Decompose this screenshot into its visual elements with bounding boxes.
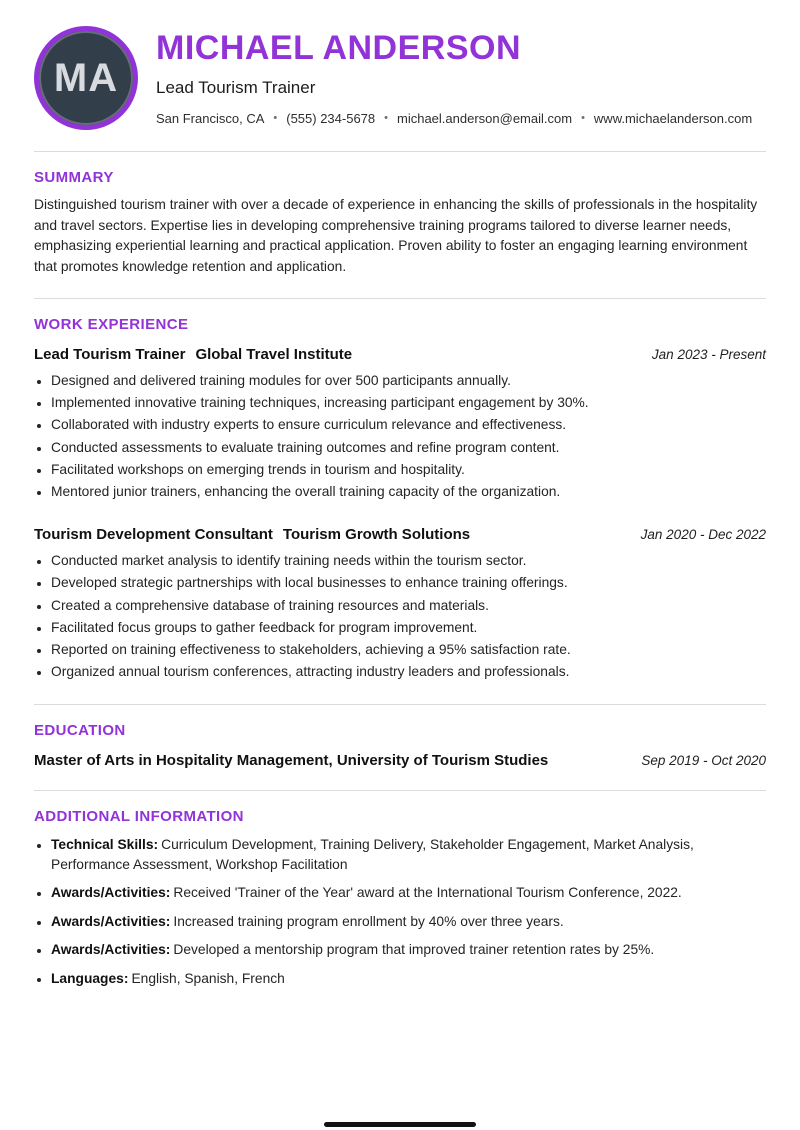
education-section	[0, 722, 800, 769]
additional-info-text: Increased training program enrollment by 40% over three years.	[173, 913, 564, 929]
job-bullet: • Reported on training effectiveness to stakeholders, achieving a 95% satisfaction rate.	[51, 639, 766, 661]
education-dates: Sep 2019 - Oct 2020	[641, 753, 766, 769]
additional-info-text: English, Spanish, French	[131, 970, 285, 986]
additional-info-list	[34, 835, 766, 988]
section-divider	[34, 704, 766, 705]
job-bullet-list	[34, 370, 766, 503]
job-bullet: • Mentored junior trainers, enhancing the overall training capacity of the organization.	[51, 481, 766, 503]
additional-info-item	[51, 883, 766, 903]
additional-info-item	[51, 969, 766, 989]
education-degree: Master of Arts in Hospitality Management, University of Tourism Studies	[34, 752, 549, 770]
bullet-separator-icon: •	[581, 112, 585, 125]
work-experience-section	[0, 316, 800, 683]
job-dates: Jan 2023 - Present	[651, 347, 766, 362]
section-divider	[34, 790, 766, 791]
additional-info-label: Awards/Activities:	[51, 942, 171, 958]
education-entry	[34, 752, 766, 769]
bullet-separator-icon: •	[384, 112, 388, 125]
additional-information-heading: ADDITIONAL INFORMATION	[34, 808, 244, 826]
job-bullet: • Created a comprehensive database of training resources and materials.	[51, 595, 766, 617]
candidate-job-title: Lead Tourism Trainer	[156, 77, 316, 97]
contact-email: michael.anderson@email.com	[397, 110, 573, 126]
work-experience-heading: WORK EXPERIENCE	[34, 316, 189, 333]
summary-text: Distinguished tourism trainer with over a decade of experience in enhancing the skills of professionals in the hospitality and travel sectors. Expertise lies in developing comprehensive training programs tailored to diverse learner needs, emphasizing experiential learning and practical application. Proven ability to foster an engaging learning environment that promotes knowledge retention and application.	[34, 197, 758, 274]
additional-info-text: Developed a mentorship program that improved trainer retention rates by 25%.	[173, 942, 655, 958]
additional-info-label: Languages:	[51, 970, 129, 986]
additional-info-label: Awards/Activities:	[51, 913, 171, 929]
job-bullet: • Designed and delivered training modules for over 500 participants annually.	[51, 370, 766, 392]
additional-info-text: Curriculum Development, Training Delivery, Stakeholder Engagement, Market Analysis, Performance Assessment, Workshop Facilitation	[51, 837, 694, 872]
job-title-group	[34, 346, 352, 363]
additional-info-label: Technical Skills:	[51, 837, 159, 853]
job-bullet-list	[34, 550, 766, 683]
contact-website: www.michaelanderson.com	[593, 110, 753, 126]
contact-location: San Francisco, CA	[156, 110, 265, 126]
job-entry	[34, 526, 766, 683]
additional-information-section	[0, 808, 800, 988]
job-company: Global Travel Institute	[195, 346, 353, 363]
job-role: Tourism Development Consultant	[34, 526, 273, 544]
additional-info-item	[51, 835, 766, 874]
job-bullet: • Conducted assessments to evaluate training outcomes and refine program content.	[51, 437, 766, 459]
contact-phone: (555) 234-5678	[286, 110, 376, 126]
additional-info-item	[51, 912, 766, 932]
job-bullet: • Conducted market analysis to identify training needs within the tourism sector.	[51, 550, 766, 572]
job-bullet: • Organized annual tourism conferences, attracting industry leaders and professionals.	[51, 661, 766, 683]
avatar-initials: MA	[53, 55, 119, 100]
home-indicator-bar	[324, 1122, 476, 1127]
section-divider	[34, 151, 766, 152]
contact-row	[156, 111, 752, 126]
job-role: Lead Tourism Trainer	[34, 346, 186, 363]
additional-info-item	[51, 940, 766, 960]
job-entry	[34, 346, 766, 503]
summary-section	[0, 169, 800, 277]
section-divider	[34, 298, 766, 299]
job-bullet: • Collaborated with industry experts to ensure curriculum relevance and effectiveness.	[51, 414, 766, 436]
additional-info-label: Awards/Activities:	[51, 885, 171, 901]
summary-heading: SUMMARY	[34, 169, 114, 186]
job-bullet: • Facilitated focus groups to gather feedback for program improvement.	[51, 617, 766, 639]
header-text-block	[156, 30, 752, 125]
avatar	[34, 26, 138, 130]
bullet-separator-icon: •	[273, 112, 278, 125]
job-header	[34, 526, 766, 543]
education-heading: EDUCATION	[34, 722, 126, 740]
additional-info-text: Received 'Trainer of the Year' award at the International Tourism Conference, 2022.	[173, 885, 682, 901]
job-header	[34, 346, 766, 363]
job-bullet: • Implemented innovative training techniques, increasing participant engagement by 30%.	[51, 392, 766, 414]
resume-header	[0, 0, 800, 130]
candidate-name: MICHAEL ANDERSON	[156, 29, 522, 68]
job-company: Tourism Growth Solutions	[282, 526, 471, 544]
job-title-group	[34, 526, 470, 543]
job-bullet: • Facilitated workshops on emerging trends in tourism and hospitality.	[51, 459, 766, 481]
job-dates: Jan 2020 - Dec 2022	[640, 527, 766, 543]
job-bullet: • Developed strategic partnerships with local businesses to enhance training offerings.	[51, 572, 766, 594]
